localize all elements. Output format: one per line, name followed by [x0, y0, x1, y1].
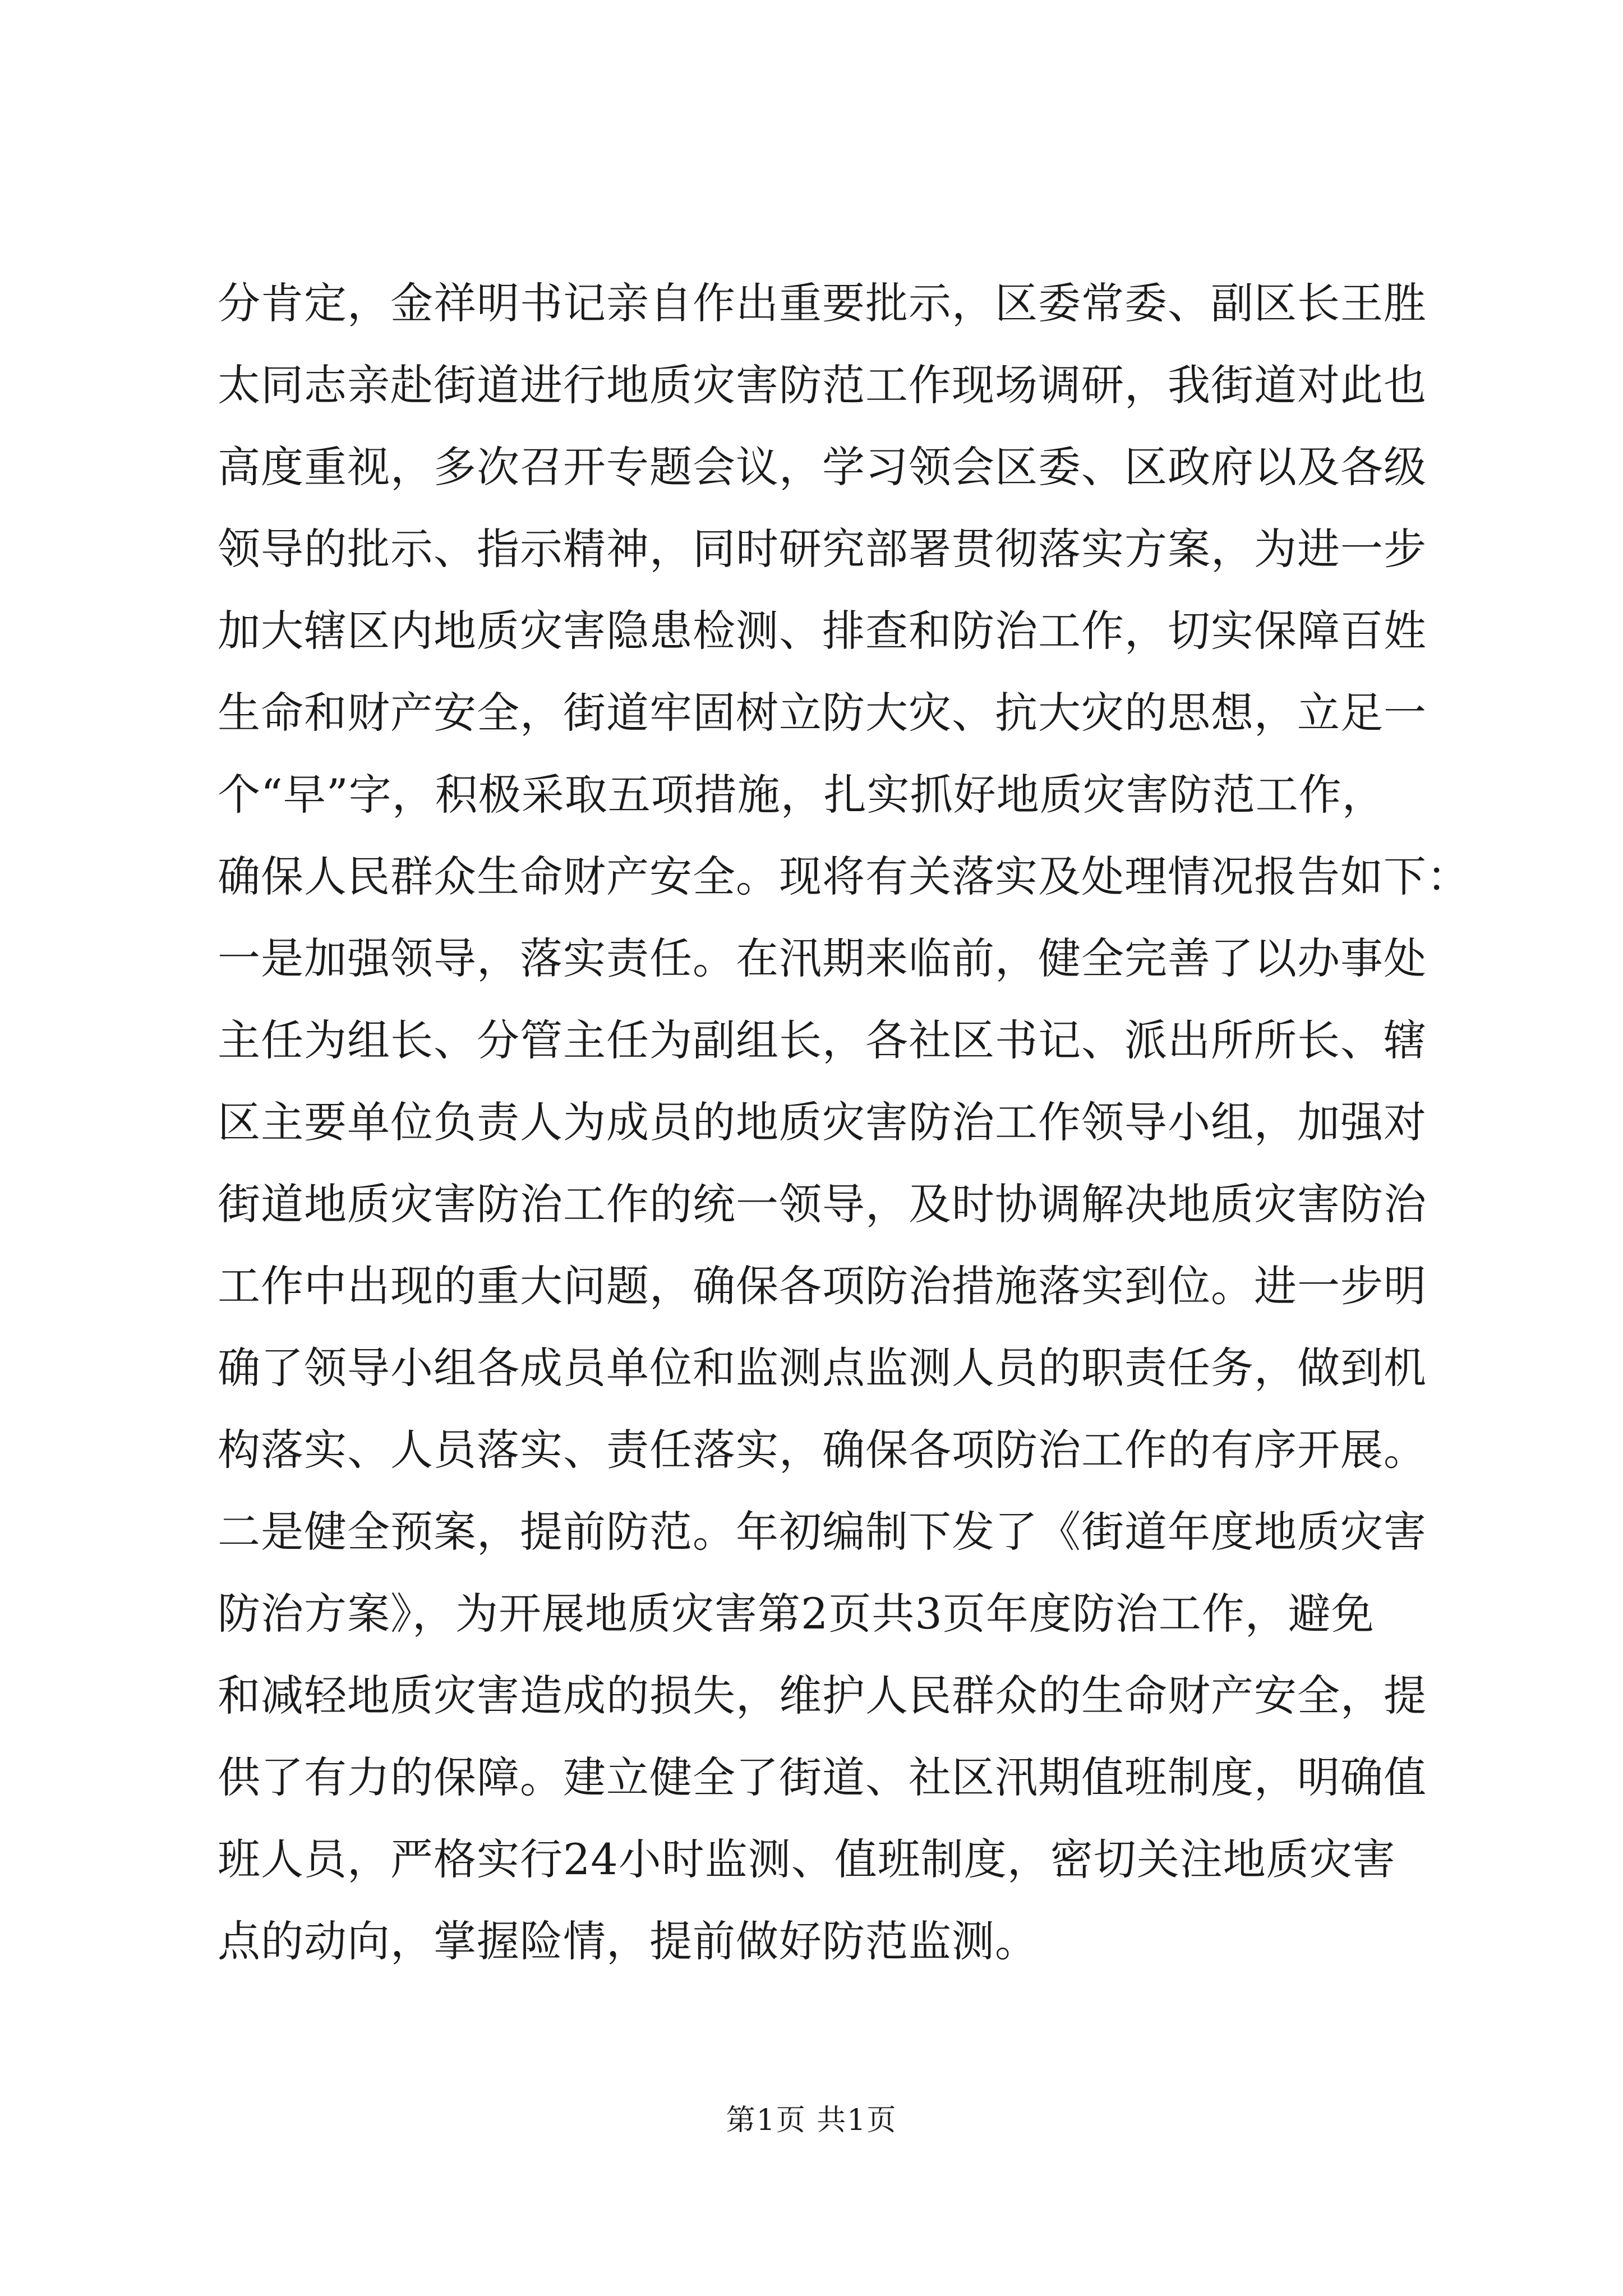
body-text: [218, 263, 1468, 1982]
text-line: 点的动向，掌握险情，提前做好防范监测。: [218, 1916, 1038, 1966]
text-line: 二是健全预案，提前防范。年初编制下发了《街道年度地质灾害: [218, 1507, 1427, 1557]
text-line: 领导的批示、指示精神，同时研究部署贯彻落实方案，为进一步: [218, 524, 1427, 574]
text-line: 加大辖区内地质灾害隐患检测、排查和防治工作，切实保障百姓: [218, 606, 1427, 656]
page-footer: 第1页 共1页: [726, 2104, 897, 2137]
text-line: 区主要单位负责人为成员的地质灾害防治工作领导小组，加强对: [218, 1097, 1427, 1147]
text-line: 一是加强领导，落实责任。在汛期来临前，健全完善了以办事处: [218, 933, 1427, 983]
text-line: 主任为组长、分管主任为副组长，各社区书记、派出所所长、辖: [218, 1015, 1427, 1065]
text-line: 班人员，严格实行24小时监测、值班制度，密切关注地质灾害: [218, 1834, 1396, 1884]
text-line: 街道地质灾害防治工作的统一领导，及时协调解决地质灾害防治: [218, 1179, 1427, 1229]
text-line: 确了领导小组各成员单位和监测点监测人员的职责任务，做到机: [218, 1343, 1427, 1393]
text-line: 个“早”字，积极采取五项措施，扎实抓好地质灾害防范工作，: [218, 770, 1385, 820]
text-line: 供了有力的保障。建立健全了街道、社区汛期值班制度，明确值: [218, 1752, 1427, 1802]
text-line: 工作中出现的重大问题，确保各项防治措施落实到位。进一步明: [218, 1261, 1427, 1311]
text-line: 分肯定，金祥明书记亲自作出重要批示，区委常委、副区长王胜: [218, 278, 1427, 328]
text-line: 高度重视，多次召开专题会议，学习领会区委、区政府以及各级: [218, 442, 1427, 492]
text-line: 防治方案》，为开展地质灾害第2页共3页年度防治工作，避免: [218, 1589, 1375, 1639]
text-line: 太同志亲赴街道进行地质灾害防范工作现场调研，我街道对此也: [218, 360, 1427, 410]
text-line: 构落实、人员落实、责任落实，确保各项防治工作的有序开展。: [218, 1425, 1427, 1475]
text-line: 确保人民群众生命财产安全。现将有关落实及处理情况报告如下：: [218, 852, 1470, 901]
text-line: 和减轻地质灾害造成的损失，维护人民群众的生命财产安全，提: [218, 1671, 1427, 1720]
text-line: 生命和财产安全，街道牢固树立防大灾、抗大灾的思想，立足一: [218, 688, 1427, 738]
